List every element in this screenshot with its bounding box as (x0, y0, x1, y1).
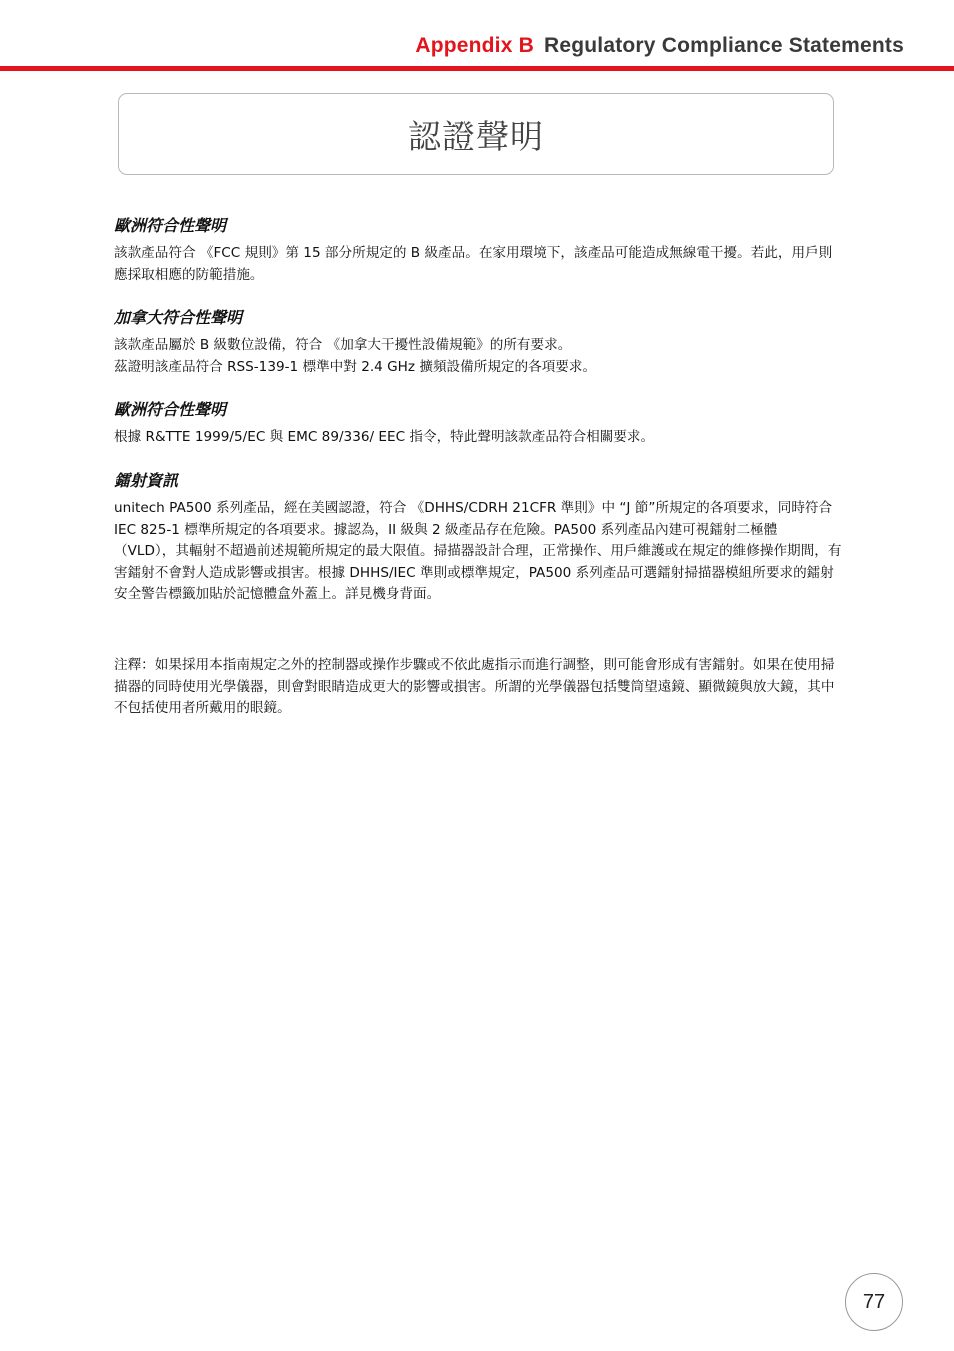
header-title (415, 34, 904, 58)
section-heading: 歐洲符合性聲明 (114, 400, 227, 419)
laser-note: 注釋：如果採用本指南規定之外的控制器或操作步驟或不依此處指示而進行調整，則可能會形成有害鐳射。如果在使用掃描器的同時使用光學儀器，則會對眼睛造成更大的影響或損害。所謂的光學儀器包括雙筒望遠鏡、顯微鏡與放大鏡，其中不包括使用者所戴用的眼鏡。 (114, 657, 835, 716)
section-laser-info (114, 470, 842, 606)
section-heading: 歐洲符合性聲明 (114, 216, 227, 235)
section-eu-rtte (114, 399, 842, 449)
section-canada-compliance (114, 307, 842, 378)
title-box (118, 93, 834, 175)
section-paragraph: 該款產品符合 《FCC 規則》第 15 部分所規定的 B 級產品。在家用環境下，該產品可能造成無線電干擾。若此，用戶則應採取相應的防範措施。 (114, 245, 833, 283)
section-paragraph: 茲證明該產品符合 RSS-139-1 標準中對 2.4 GHz 擴頻設備所規定的各項要求。 (114, 358, 597, 375)
appendix-subtitle: Regulatory Compliance Statements (544, 34, 904, 57)
section-paragraph: 該款產品屬於 B 級數位設備，符合 《加拿大干擾性設備規範》的所有要求。 (114, 337, 572, 353)
page-title: 認證聲明 (408, 116, 544, 156)
header-divider (0, 66, 954, 71)
page-number: 77 (845, 1273, 903, 1331)
section-paragraph: 根據 R&TTE 1999/5/EC 與 EMC 89/336/ EEC 指令，特此聲明該款產品符合相關要求。 (114, 429, 655, 445)
appendix-label: Appendix B (415, 34, 534, 57)
section-paragraph: unitech PA500 系列產品，經在美國認證，符合 《DHHS/CDRH 21CFR 準則》中 “J 節”所規定的各項要求，同時符合 IEC 825-1 標準所規定的各項要求。據認為，II 級與 2 級產品存在危險。PA500 系列產品內建可視鐳射二極體 （VLD），其輻射不超過前述規範所規定的最大限值。掃描器設計合理，正常操作、用戶維護或在規定的維修操作期間，有害鐳射不會對人造成影響或損害。根據 DHHS/IEC 準則或標準規定，PA500 系列產品可選鐳射掃描器模組所要求的鐳射安全警告標籤加貼於記憶體盒外蓋上。詳見機身背面。 (114, 500, 842, 602)
section-heading: 加拿大符合性聲明 (114, 308, 243, 327)
section-heading: 鐳射資訊 (114, 471, 179, 490)
section-eu-compliance (114, 215, 842, 286)
